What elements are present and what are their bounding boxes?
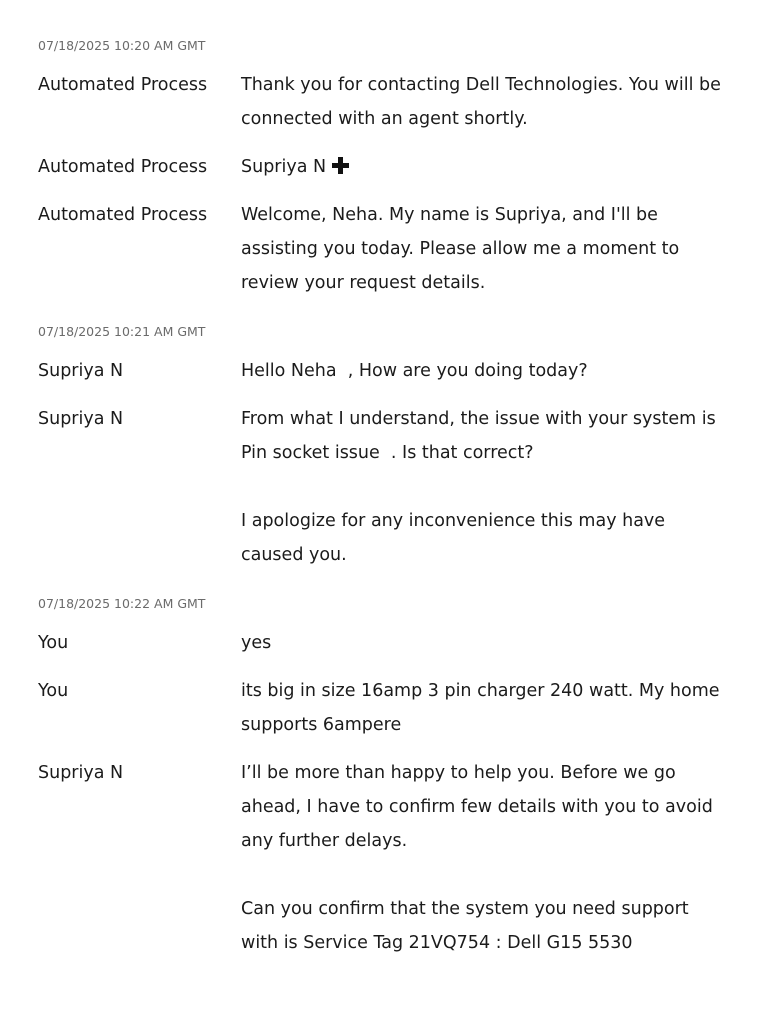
agent-name: Supriya N xyxy=(241,157,327,177)
sender-name: Supriya N xyxy=(38,763,124,783)
timestamp: 07/18/2025 10:22 AM GMT xyxy=(38,596,206,611)
sender-name: You xyxy=(38,681,69,701)
timestamp: 07/18/2025 10:21 AM GMT xyxy=(38,324,206,339)
chat-message xyxy=(38,198,728,300)
message-text xyxy=(241,150,728,184)
chat-message xyxy=(38,756,728,960)
sender-name: You xyxy=(38,633,69,653)
sender-name: Automated Process xyxy=(38,205,208,225)
message-text: Thank you for contacting Dell Technologies. You will be connected with an agent shortly. xyxy=(241,75,727,129)
plus-icon xyxy=(332,157,349,174)
message-group xyxy=(38,596,728,960)
message-text: yes xyxy=(241,633,272,653)
message-text: From what I understand, the issue with your system is Pin socket issue . Is that correct? I apologize for any inconvenience this may have caused you. xyxy=(241,409,716,565)
message-text: Hello Neha , How are you doing today? xyxy=(241,361,588,381)
sender-name: Automated Process xyxy=(38,157,208,177)
chat-message xyxy=(38,354,728,388)
timestamp: 07/18/2025 10:20 AM GMT xyxy=(38,38,206,53)
sender-name: Supriya N xyxy=(38,409,124,429)
chat-message xyxy=(38,674,728,742)
message-group xyxy=(38,38,728,300)
chat-message xyxy=(38,150,728,184)
message-group xyxy=(38,324,728,572)
message-text: Welcome, Neha. My name is Supriya, and I'll be assisting you today. Please allow me a moment to review your request details. xyxy=(241,205,685,293)
sender-name: Automated Process xyxy=(38,75,208,95)
message-text: I’ll be more than happy to help you. Before we go ahead, I have to confirm few details with you to avoid any further delays. Can you confirm that the system you need support with is Service Tag 21VQ754 : Dell G15 5530 xyxy=(241,763,713,953)
message-text: its big in size 16amp 3 pin charger 240 watt. My home supports 6ampere xyxy=(241,681,726,735)
chat-message xyxy=(38,626,728,660)
chat-message xyxy=(38,402,728,572)
sender-name: Supriya N xyxy=(38,361,124,381)
chat-message xyxy=(38,68,728,136)
